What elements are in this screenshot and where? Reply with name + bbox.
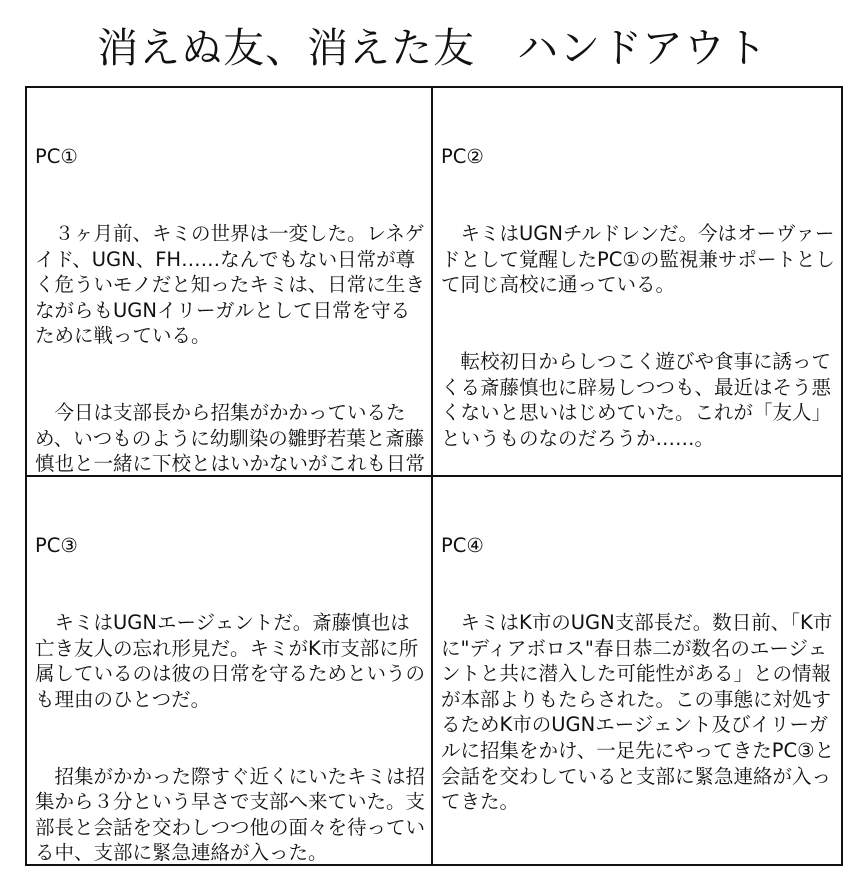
pc4-intro-paragraph: キミはK市のUGN支部長だ。数日前、「K市に"ディアボロス"春日恭二が数名のエージェントと共に潜入した可能性がある」との情報が本部よりもたらされた。この事態に対処するためK市のUGNエージェント及びイリーガルに招集をかけ、一足先にやってきたPC③と会話を交わしていると支部に緊急連絡が入ってきた。 xyxy=(441,610,835,814)
pc2-handout xyxy=(433,88,841,477)
pc1-handout xyxy=(27,88,433,477)
pc1-label: PC① xyxy=(35,145,78,169)
pc4-handout xyxy=(433,477,841,864)
pc4-label: PC④ xyxy=(441,534,484,558)
pc2-intro-paragraph: キミはUGNチルドレンだ。今はオーヴァードとして覚醒したPC①の監視兼サポートとして同じ高校に通っている。 xyxy=(441,221,835,297)
pc3-summons-paragraph: 招集がかかった際すぐ近くにいたキミは招集から３分という早さで支部へ来ていた。支部長と会話を交わしつつ他の面々を待っている中、支部に緊急連絡が入った。 xyxy=(35,764,426,864)
pc1-today-paragraph: 今日は支部長から招集がかかっているため、いつものように幼馴染の雛野若葉と斎藤慎也と一緒に下校とはいかないがこれも日常 xyxy=(35,401,426,476)
handout-grid xyxy=(25,86,843,866)
pc1-intro-paragraph: ３ヶ月前、キミの世界は一変した。レネゲイド、UGN、FH……なんでもない日常が尊く危ういモノだと知ったキミは、日常に生きながらもUGNイリーガルとして日常を守るために戦っている。 xyxy=(35,221,425,348)
handout-title: 消えぬ友、消えた友 ハンドアウト xyxy=(97,24,768,72)
pc3-handout xyxy=(27,477,433,864)
pc3-intro-paragraph: キミはUGNエージェントだ。斎藤慎也は亡き友人の忘れ形見だ。キミがK市支部に所属しているのは彼の日常を守るためというのも理由のひとつだ。 xyxy=(35,610,426,711)
pc3-label: PC③ xyxy=(35,534,78,558)
pc2-friend-paragraph: 転校初日からしつこく遊びや食事に誘ってくる斎藤慎也に辟易しつつも、最近はそう悪くないと思いはじめていた。これが「友人」というものなのだろうか……。 xyxy=(441,349,832,450)
pc2-label: PC② xyxy=(441,145,484,169)
